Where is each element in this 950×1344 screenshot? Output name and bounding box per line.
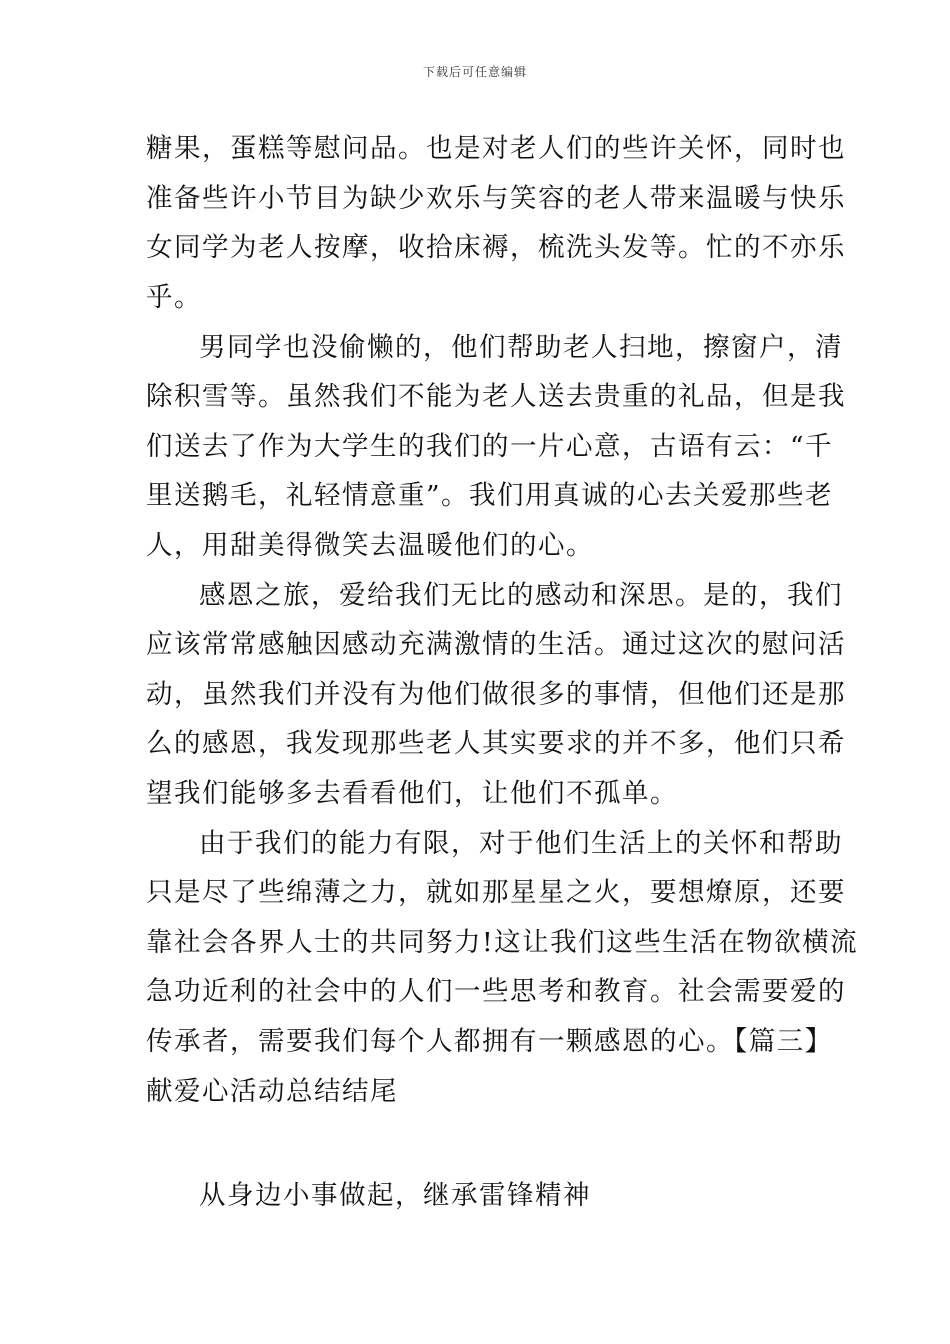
text-line: 女同学为老人按摩，收拾床褥，梳洗头发等。忙的不亦乐: [146, 232, 846, 263]
text-line: 乎。: [146, 282, 202, 313]
section-title: 献爱心活动总结结尾: [146, 1076, 398, 1107]
text-line: 除积雪等。虽然我们不能为老人送去贵重的礼品，但是我: [146, 381, 846, 412]
subheading: 从身边小事做起，继承雷锋精神: [199, 1180, 591, 1211]
text-line: 传承者，需要我们每个人都拥有一颗感恩的心。【篇三】: [146, 1026, 833, 1057]
text-line: 准备些许小节目为缺少欢乐与笑容的老人带来温暖与快乐: [146, 183, 846, 214]
text-line: 应该常常感触因感动充满激情的生活。通过这次的慰问活: [146, 629, 846, 660]
text-line: 人，用甜美得微笑去温暖他们的心。: [146, 530, 594, 561]
text-line: 糖果，蛋糕等慰问品。也是对老人们的些许关怀，同时也: [146, 133, 846, 164]
text-line: 望我们能够多去看看他们，让他们不孤单。: [146, 778, 678, 809]
text-line: 么的感恩，我发现那些老人其实要求的并不多，他们只希: [146, 728, 846, 759]
text-line: 只是尽了些绵薄之力，就如那星星之火，要想燎原，还要: [146, 877, 846, 908]
text-line: 靠社会各界人士的共同努力!这让我们这些生活在物欲横流: [146, 927, 859, 958]
text-line: 里送鹅毛，礼轻情意重”。我们用真诚的心去关爱那些老: [146, 480, 834, 511]
text-line: 们送去了作为大学生的我们的一片心意，古语有云：“千: [146, 431, 834, 462]
paragraph-first-line: 由于我们的能力有限，对于他们生活上的关怀和帮助: [199, 828, 843, 859]
paragraph-first-line: 感恩之旅，爱给我们无比的感动和深思。是的，我们: [199, 580, 843, 611]
text-line: 急功近利的社会中的人们一些思考和教育。社会需要爱的: [146, 976, 846, 1007]
paragraph-first-line: 男同学也没偷懒的，他们帮助老人扫地，擦窗户，清: [199, 332, 843, 363]
page-header: 下载后可任意编辑: [422, 65, 527, 79]
text-line: 动，虽然我们并没有为他们做很多的事情，但他们还是那: [146, 679, 846, 710]
